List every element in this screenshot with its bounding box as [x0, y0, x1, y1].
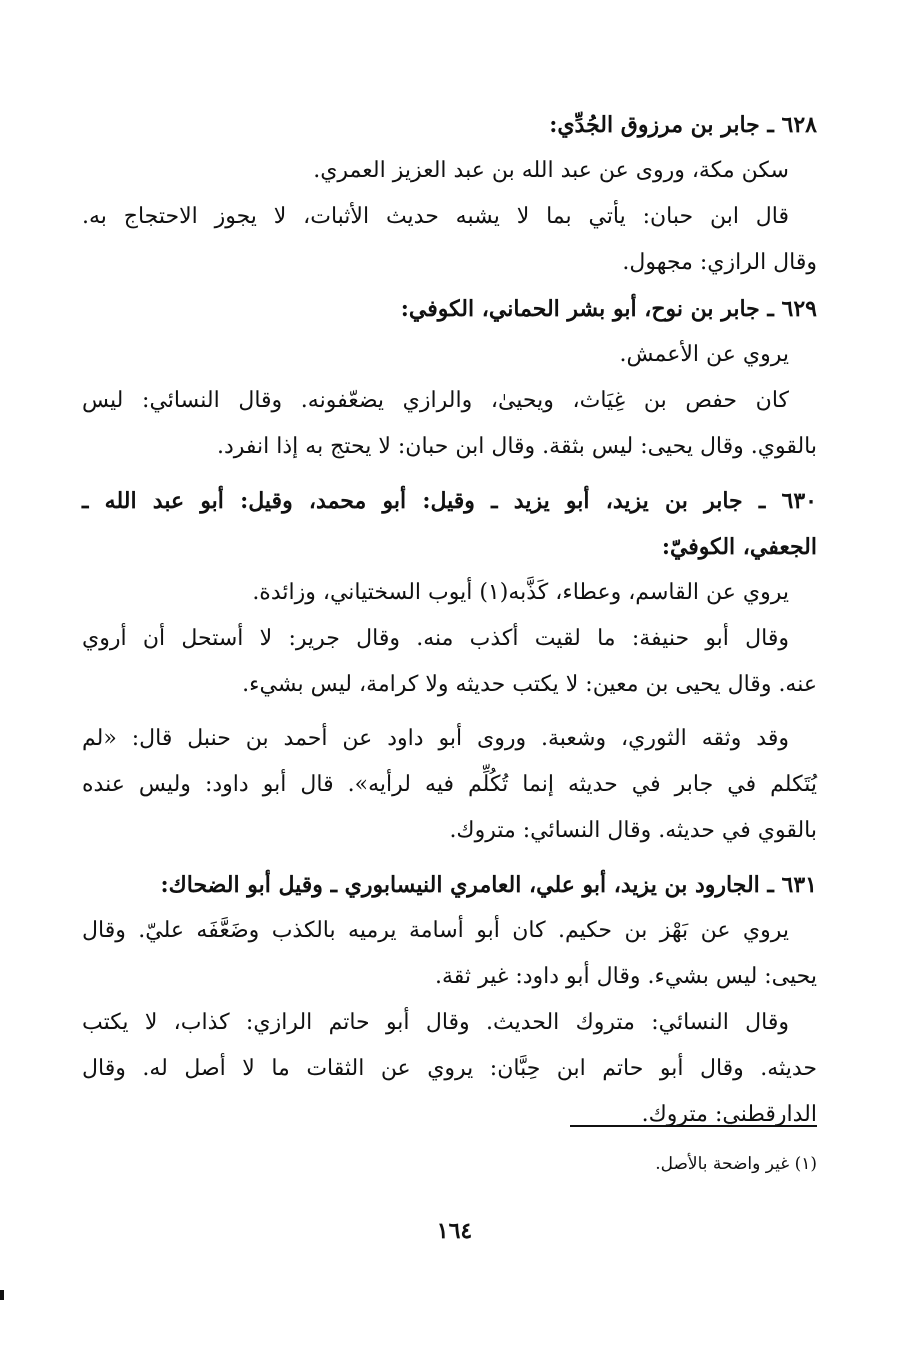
entry-line: وقد وثقه الثوري، وشعبة. وروى أبو داود عن أحمد بن حنبل قال: «لم [82, 726, 789, 751]
footnote-divider [570, 1125, 817, 1127]
entry-heading-628: ٦٢٨ ـ جابر بن مرزوق الجُدِّي: [549, 112, 817, 138]
entry-line: يُتَكلم في جابر في حديثه إنما تُكُلِّم فيه لرأيه». قال أبو داود: وليس عنده [82, 772, 817, 797]
entry-line: بالقوي. وقال يحيى: ليس بثقة. وقال ابن حبان: لا يحتج به إذا انفرد. [216, 434, 817, 459]
entry-line: عنه. وقال يحيى بن معين: لا يكتب حديثه ولا كرامة، ليس بشيء. [242, 672, 817, 697]
entry-line: وقال الرازي: مجهول. [622, 250, 817, 275]
entry-line: بالقوي في حديثه. وقال النسائي: متروك. [449, 818, 817, 843]
page-number: ١٦٤ [436, 1218, 473, 1244]
entry-heading-630: ٦٣٠ ـ جابر بن يزيد، أبو يزيد ـ وقيل: أبو محمد، وقيل: أبو عبد الله ـ [82, 488, 817, 514]
entry-line: قال ابن حبان: يأتي بما لا يشبه حديث الأثبات، لا يجوز الاحتجاج به. [82, 204, 789, 229]
footnote: (١) غير واضحة بالأصل. [655, 1154, 817, 1174]
entry-line: حديثه. وقال أبو حاتم ابن حِبَّان: يروي عن الثقات ما لا أصل له. وقال [82, 1056, 817, 1081]
entry-line: سكن مكة، وروى عن عبد الله بن عبد العزيز العمري. [313, 158, 789, 183]
entry-heading-629: ٦٢٩ ـ جابر بن نوح، أبو بشر الحماني، الكوفي: [400, 296, 817, 322]
entry-heading-630-cont: الجعفي، الكوفيّ: [661, 534, 817, 560]
entry-line: وقال أبو حنيفة: ما لقيت أكذب منه. وقال جرير: لا أستحل أن أروي [82, 626, 789, 651]
scan-mark [0, 1290, 4, 1300]
entry-line: يحيى: ليس بشيء. وقال أبو داود: غير ثقة. [435, 964, 817, 989]
entry-heading-631: ٦٣١ ـ الجارود بن يزيد، أبو علي، العامري النيسابوري ـ وقيل أبو الضحاك: [160, 872, 817, 898]
entry-line: وقال النسائي: متروك الحديث. وقال أبو حاتم الرازي: كذاب، لا يكتب [82, 1010, 789, 1035]
entry-line: كان حفص بن غِيَاث، ويحيىٰ، والرازي يضعّفونه. وقال النسائي: ليس [82, 388, 789, 413]
page-body [82, 102, 817, 1138]
entry-line: الدارقطني: متروك. [641, 1102, 817, 1127]
entry-line: يروي عن بَهْز بن حكيم. كان أبو أسامة يرميه بالكذب وضَعَّفَه عليّ. وقال [82, 918, 789, 943]
entry-line: يروي عن الأعمش. [619, 342, 789, 367]
entry-line: يروي عن القاسم، وعطاء، كَذَّبه(١) أيوب السختياني، وزائدة. [252, 580, 789, 605]
